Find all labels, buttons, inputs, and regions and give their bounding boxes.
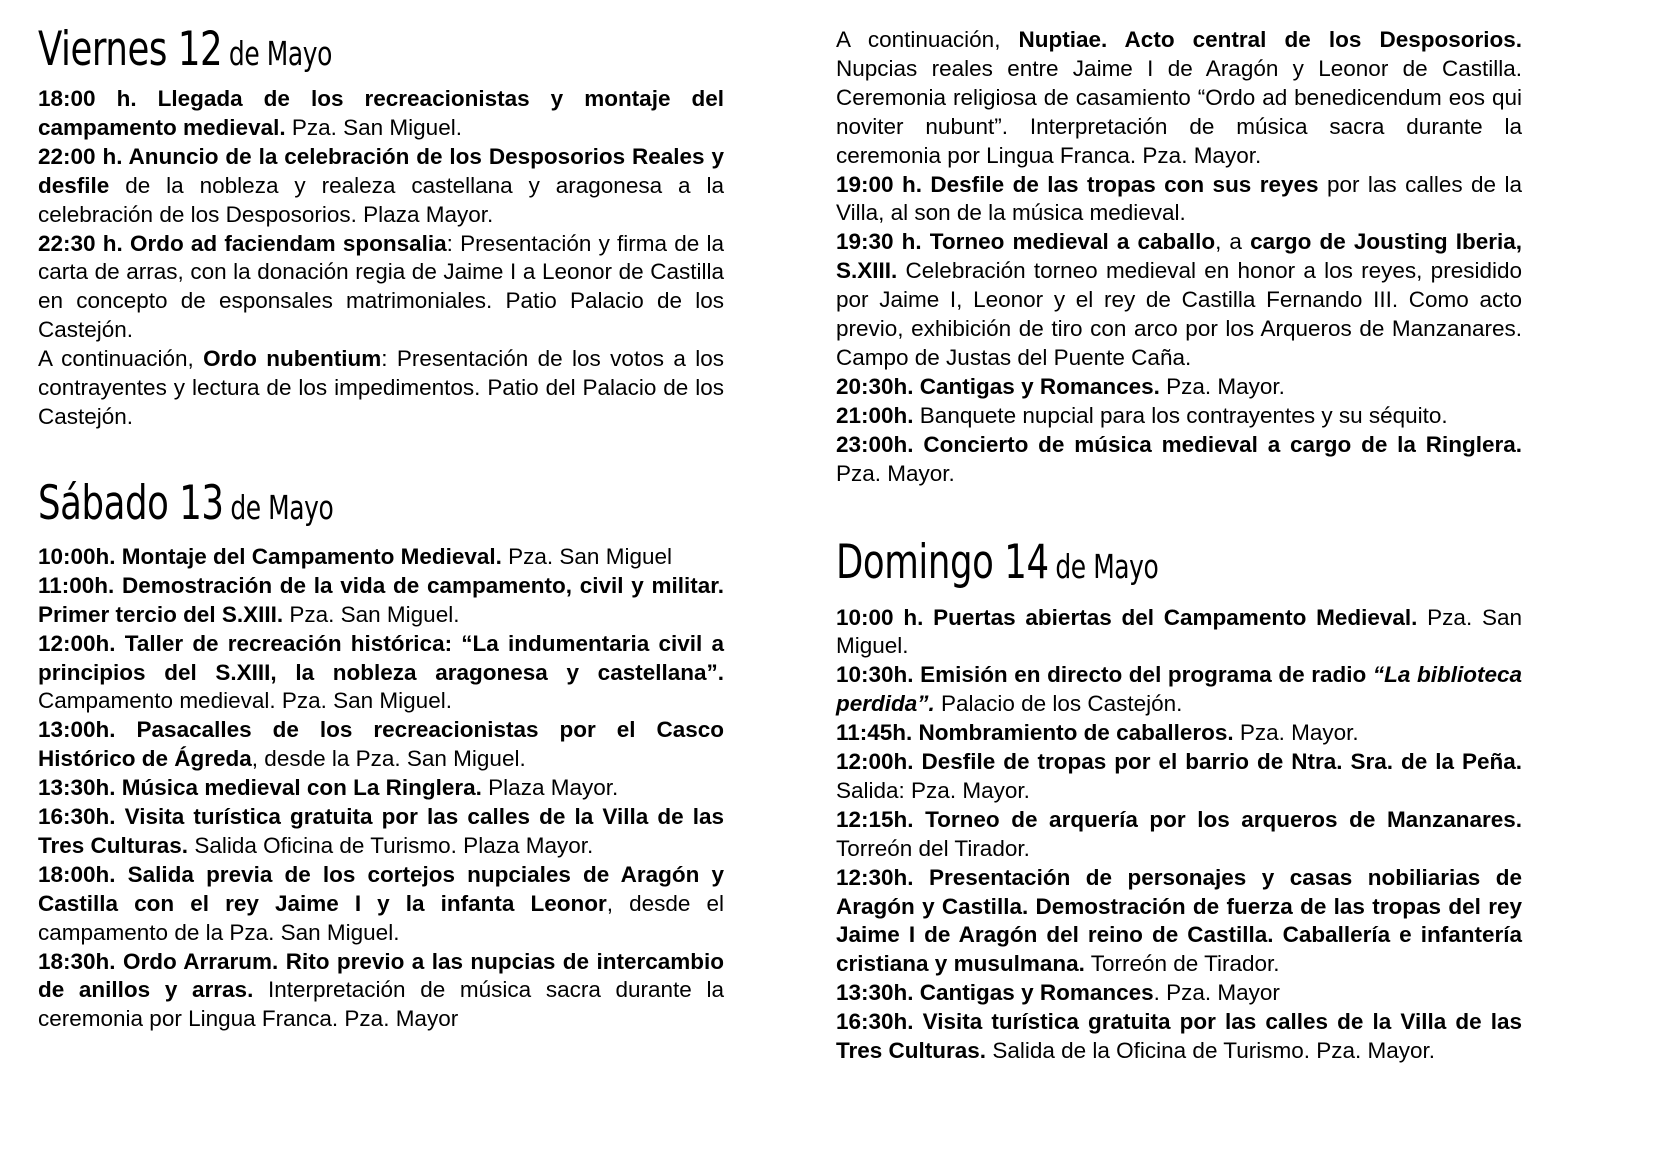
text-run-bold: 12:00h. Desfile de tropas por el barrio de Ntra. Sra. de la Peña. (836, 749, 1522, 775)
text-run-regular: Pza. San Miguel. (285, 114, 462, 140)
event-entry (836, 748, 1522, 806)
event-entry (38, 572, 724, 630)
entries-domingo (836, 604, 1522, 1067)
text-run-regular: A continuación, (836, 27, 1019, 52)
text-run-regular: Plaza Mayor. (481, 775, 619, 801)
text-run-regular: Celebración torneo medieval en honor a los reyes, presidido por Jaime I, Leonor y el rey de Castilla Fernando III. Como acto previo, exhibición de tiro con arco por los Arqueros de Manzanares. Campo de Justas del Puente Caña. (836, 258, 1522, 370)
text-run-regular: , a (1215, 229, 1251, 255)
event-entry (38, 543, 724, 572)
event-entry (38, 861, 724, 948)
event-entry (836, 373, 1522, 402)
entries-viernes (38, 85, 724, 432)
text-run-regular: Pza. Mayor. (836, 460, 955, 486)
event-entry (836, 661, 1522, 719)
section-spacer (836, 489, 1522, 539)
event-entry (38, 774, 724, 803)
event-entry (836, 171, 1522, 229)
section-spacer (38, 432, 724, 480)
text-run-regular: de la nobleza y realeza castellana y aragonesa a la celebración de los Desposorios. Plaza Mayor. (38, 172, 724, 227)
text-run-bold: 12:30h. Presentación de personajes y casas nobiliarias de Aragón y Castilla. Demostración de fuerza de las tropas del rey Jaime I de Aragón del reino de Castilla. Caballería e infantería cristiana y musulmana. (836, 864, 1522, 977)
text-run-regular: . Pza. Mayor (1153, 980, 1280, 1006)
text-run-regular: Pza. Mayor. (1159, 373, 1285, 399)
event-entry (836, 402, 1522, 431)
event-entry (38, 345, 724, 432)
text-run-regular: Pza. Mayor. (1233, 720, 1359, 746)
text-run-bold: 11:00h. Demostración de la vida de campamento, civil y militar. Primer tercio del S.XIII. (38, 572, 724, 627)
text-run-regular: : Presentación de los votos a los contrayentes y lectura de los impedimentos. Patio del Palacio de los Castejón. (38, 346, 724, 429)
event-entry (836, 719, 1522, 748)
text-run-regular: Salida de la Oficina de Turismo. Pza. Mayor. (986, 1038, 1436, 1064)
event-entry (38, 230, 724, 346)
day-heading-sabado-day: Sábado 13 (38, 475, 224, 531)
event-entry (836, 806, 1522, 864)
day-heading-viernes (38, 22, 614, 77)
day-heading-viernes-day: Viernes 12 (38, 22, 223, 77)
text-run-bold: 12:15h. Torneo de arquería por los arqueros de Manzanares. (836, 806, 1522, 832)
text-run-bold: 22:00 h. Anuncio de la celebración de los Desposorios Reales y desfile (38, 143, 724, 198)
text-run-regular: Pza. San Miguel. (836, 604, 1523, 659)
day-heading-viernes-suffix: de Mayo (228, 34, 332, 73)
event-entry (836, 1008, 1522, 1066)
event-entry (836, 604, 1522, 662)
text-run-bold: 21:00h. (836, 402, 914, 428)
entries-sabado (38, 543, 724, 1034)
left-column (38, 22, 725, 1146)
text-run-regular: Palacio de los Castejón. (934, 691, 1183, 717)
text-run-bold: 20:30h. Cantigas y Romances. (836, 373, 1160, 399)
event-entry (38, 803, 724, 861)
text-run-bold: 13:00h. Pasacalles de los recreacionistas por el Casco Histórico de Ágreda (38, 717, 724, 772)
event-entry (836, 979, 1522, 1008)
text-run-regular: Torreón de Tirador. (1084, 951, 1280, 977)
text-run-bold: 10:00 h. Puertas abiertas del Campamento Medieval. (836, 604, 1418, 630)
text-run-bold-italic: “La biblioteca perdida”. (836, 662, 1522, 717)
event-entry (38, 143, 724, 230)
event-entry (836, 26, 1522, 171)
day-heading-domingo-suffix: de Mayo (1055, 546, 1159, 586)
text-run-regular: Salida: Pza. Mayor. (836, 777, 1030, 803)
text-run-bold: 11:45h. Nombramiento de caballeros. (836, 720, 1234, 746)
text-run-bold: 18:00 h. Llegada de los recreacionistas y montaje del campamento medieval. (38, 86, 724, 140)
text-run-bold: 19:00 h. Desfile de las tropas con sus reyes (836, 171, 1319, 197)
text-run-bold: 16:30h. Visita turística gratuita por las calles de la Villa de las Tres Culturas. (38, 804, 724, 858)
text-run-bold: 18:00h. Salida previa de los cortejos nupciales de Aragón y Castilla con el rey Jaime I y la infanta Leonor (38, 861, 724, 916)
text-run-regular: Salida Oficina de Turismo. Plaza Mayor. (188, 832, 594, 858)
entries-sabado-continuacion (836, 26, 1522, 489)
text-run-regular: Banquete nupcial para los contrayentes y su séquito. (913, 402, 1448, 428)
text-run-regular: Interpretación de música sacra durante la ceremonia por Lingua Franca. Pza. Mayor (38, 977, 724, 1032)
event-entry (836, 431, 1522, 489)
event-entry (38, 630, 724, 717)
text-run-regular: : Presentación y firma de la carta de arras, con la donación regia de Jaime I a Leonor de Castilla en concepto de esponsales matrimoniales. Patio Palacio de los Castejón. (38, 230, 724, 343)
day-heading-domingo-day: Domingo 14 (836, 534, 1049, 590)
text-run-bold: 22:30 h. Ordo ad faciendam sponsalia (38, 230, 447, 256)
text-run-regular: Pza. San Miguel (501, 543, 672, 569)
text-run-regular: , desde la Pza. San Miguel. (251, 746, 526, 772)
text-run-bold: 13:30h. Música medieval con La Ringlera. (38, 775, 482, 801)
text-run-bold: Nuptiae. Acto central de los Desposorios. (1018, 27, 1522, 52)
event-entry (38, 85, 724, 143)
text-run-regular: por las calles de la Villa, al son de la música medieval. (836, 171, 1522, 226)
text-run-bold: 19:30 h. Torneo medieval a caballo (836, 229, 1216, 255)
event-entry (836, 228, 1522, 373)
event-entry (38, 948, 724, 1035)
text-run-regular: A continuación, (38, 346, 204, 372)
text-run-bold: 12:00h. Taller de recreación histórica: “La indumentaria civil a principios del S.XIII, la nobleza aragonesa y castellana”. (38, 630, 724, 685)
text-run-bold: 23:00h. Concierto de música medieval a cargo de la Ringlera. (836, 431, 1522, 457)
text-run-regular: Nupcias reales entre Jaime I de Aragón y Leonor de Castilla. Ceremonia religiosa de casamiento “Ordo ad benedicendum eos qui noviter nubunt”. Interpretación de música sacra durante la ceremonia por Lingua Franca. Pza. Mayor. (836, 55, 1522, 168)
text-run-regular: Pza. San Miguel. (283, 601, 460, 627)
text-run-bold: Ordo nubentium (203, 346, 382, 372)
day-heading-domingo (836, 534, 1412, 590)
text-run-bold: 18:30h. Ordo Arrarum. Rito previo a las nupcias de intercambio de anillos y arras. (38, 948, 724, 1003)
text-run-bold: 10:30h. Emisión en directo del programa de radio (836, 662, 1373, 688)
day-heading-sabado (38, 475, 614, 531)
day-heading-sabado-suffix: de Mayo (230, 487, 334, 527)
text-run-bold: 16:30h. Visita turística gratuita por las calles de la Villa de las Tres Culturas. (836, 1009, 1522, 1064)
event-entry (836, 864, 1522, 980)
text-run-regular: Campamento medieval. Pza. San Miguel. (38, 688, 452, 714)
text-run-bold: 13:30h. Cantigas y Romances (836, 980, 1154, 1006)
text-run-bold: cargo de Jousting Iberia, S.XIII. (836, 229, 1522, 284)
event-entry (38, 716, 724, 774)
right-column (836, 26, 1522, 1146)
text-run-bold: 10:00h. Montaje del Campamento Medieval. (38, 543, 502, 569)
text-run-regular: , desde el campamento de la Pza. San Miguel. (38, 890, 725, 945)
text-run-regular: Torreón del Tirador. (836, 835, 1030, 861)
